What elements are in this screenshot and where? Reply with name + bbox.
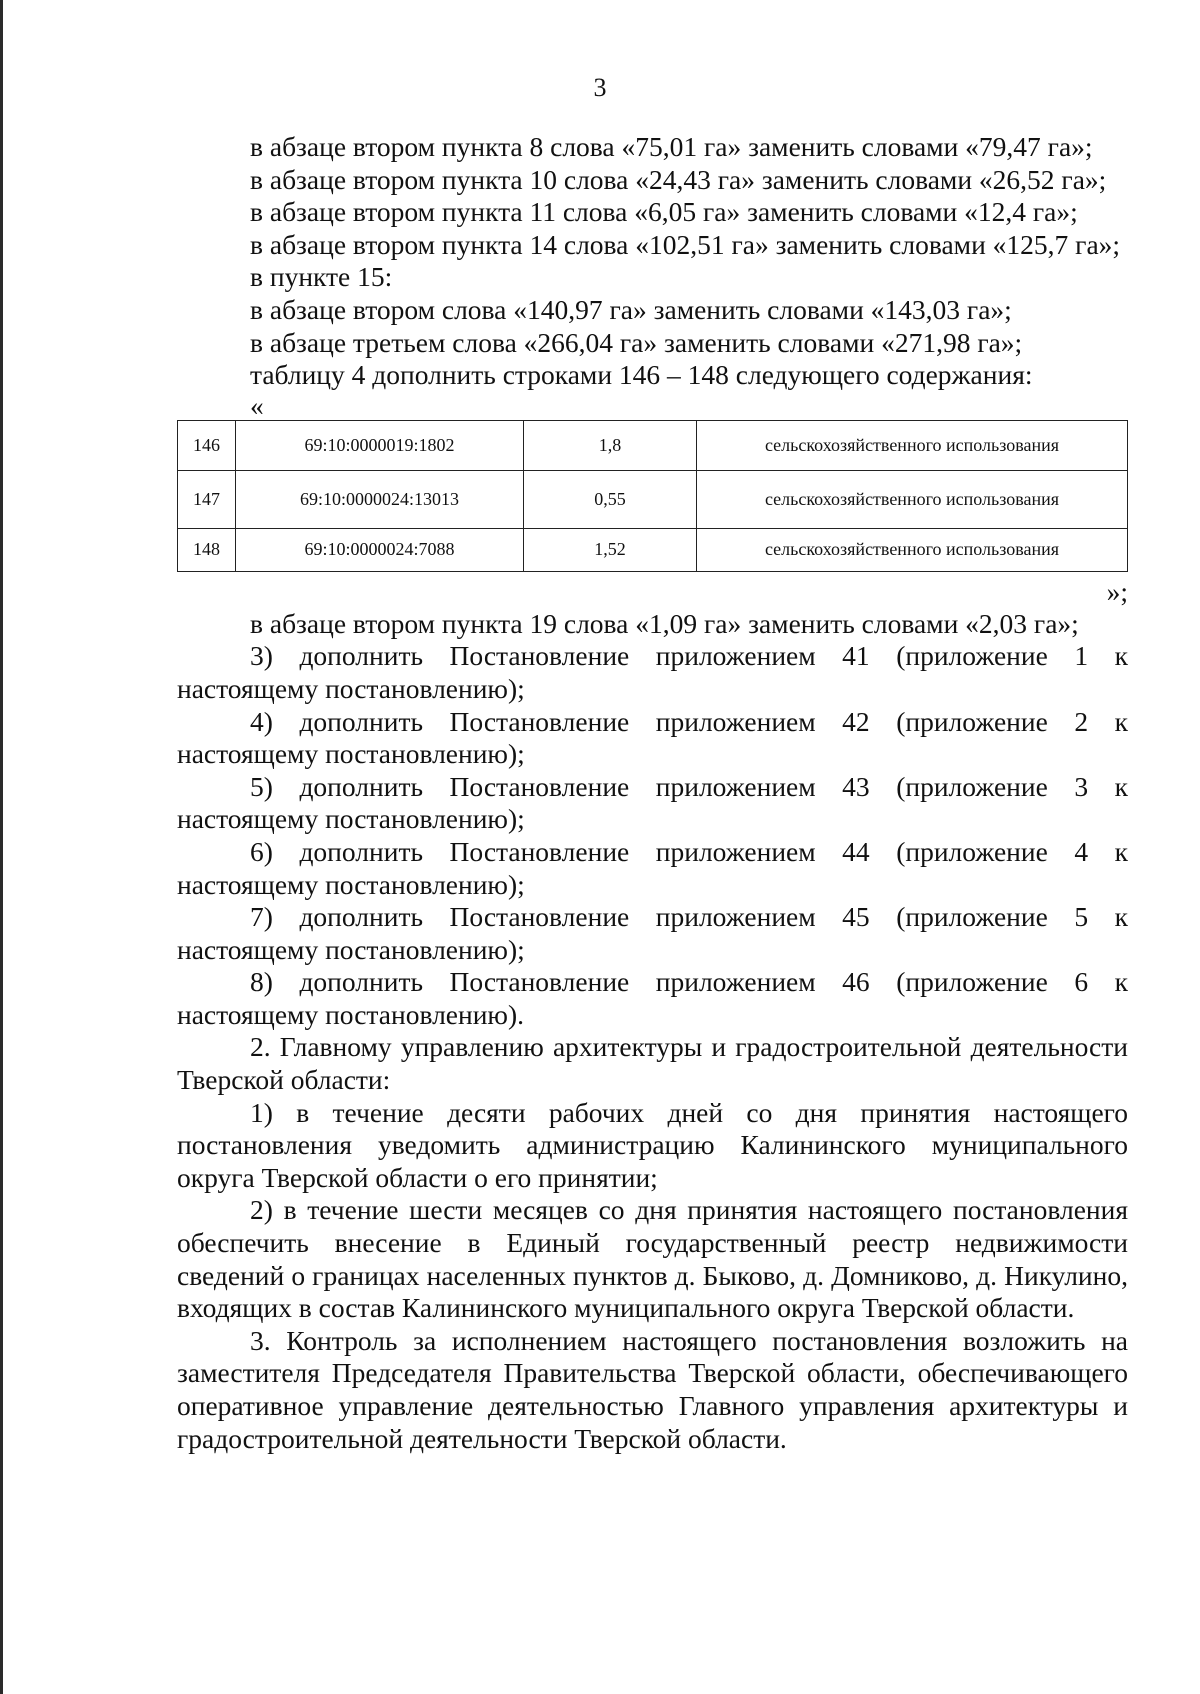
- paragraph-subitem-4: 4) дополнить Постановление приложением 42 (приложение 2 к настоящему постановлению);: [177, 705, 1128, 770]
- paragraph-subitem-3: 3) дополнить Постановление приложением 41 (приложение 1 к настоящему постановлению);: [177, 640, 1128, 704]
- page-number: 3: [593, 73, 607, 102]
- paragraph-item15-second: в абзаце втором слова «140,97 га» заменить словами «143,03 га»;: [250, 293, 1012, 325]
- row-number-cell: 147: [178, 470, 236, 528]
- paragraph-table4-intro: таблицу 4 дополнить строками 146 – 148 следующего содержания:: [250, 359, 1033, 391]
- land-category-cell: сельскохозяйственного использования: [697, 420, 1128, 470]
- cadastral-number-cell: 69:10:0000024:7088: [236, 528, 524, 571]
- area-cell: 1,52: [524, 528, 697, 571]
- table-row: [178, 420, 1128, 470]
- row-number-cell: 148: [178, 528, 236, 571]
- paragraph-item19: в абзаце втором пункта 19 слова «1,09 га» заменить словами «2,03 га»;: [250, 607, 1079, 639]
- land-category-cell: сельскохозяйственного использования: [697, 470, 1128, 528]
- paragraph-item14: в абзаце втором пункта 14 слова «102,51 га» заменить словами «125,7 га»;: [250, 228, 1121, 260]
- paragraph-item8: в абзаце втором пункта 8 слова «75,01 га» заменить словами «79,47 га»;: [250, 131, 1093, 162]
- area-cell: 0,55: [524, 470, 697, 528]
- paragraph-subitem-5: 5) дополнить Постановление приложением 43 (приложение 3 к настоящему постановлению);: [177, 770, 1128, 835]
- quote-open: «: [250, 389, 264, 421]
- paragraph-section-3: 3. Контроль за исполнением настоящего постановления возложить на заместителя Председателя Правительства Тверской области, обеспечивающего оперативное управление деятельностью Главного управления архитектуры и градостроительной деятельности Тверской области.: [177, 1324, 1128, 1454]
- table-row: [178, 470, 1128, 528]
- quote-close: »;: [1106, 575, 1128, 607]
- paragraph-section-2-item-2: 2) в течение шести месяцев со дня принятия настоящего постановления обеспечить внесение в Единый государственный реестр недвижимости сведений о границах населенных пунктов д. Быково, д. Домниково, д. Никулино, входящих в состав Калининского муниципального округа Тверской области.: [177, 1194, 1128, 1324]
- table-4-addition: [177, 420, 1128, 572]
- paragraph-item10: в абзаце втором пункта 10 слова «24,43 га» заменить словами «26,52 га»;: [250, 163, 1107, 195]
- document-body: [177, 131, 1128, 1455]
- page-edge: [0, 0, 3, 1694]
- paragraph-item11: в абзаце втором пункта 11 слова «6,05 га» заменить словами «12,4 га»;: [250, 196, 1078, 228]
- paragraph-item15-third: в абзаце третьем слова «266,04 га» заменить словами «271,98 га»;: [250, 326, 1023, 358]
- row-number-cell: 146: [178, 420, 236, 470]
- paragraph-item15-intro: в пункте 15:: [250, 261, 393, 293]
- paragraph-section-2: 2. Главному управлению архитектуры и градостроительной деятельности Тверской области:: [177, 1031, 1128, 1096]
- table-row: [178, 528, 1128, 571]
- cadastral-number-cell: 69:10:0000019:1802: [236, 420, 524, 470]
- area-cell: 1,8: [524, 420, 697, 470]
- paragraph-subitem-7: 7) дополнить Постановление приложением 45 (приложение 5 к настоящему постановлению);: [177, 901, 1128, 965]
- paragraph-subitem-6: 6) дополнить Постановление приложением 44 (приложение 4 к настоящему постановлению);: [177, 835, 1128, 900]
- land-category-cell: сельскохозяйственного использования: [697, 528, 1128, 571]
- paragraph-section-2-item-1: 1) в течение десяти рабочих дней со дня принятия настоящего постановления уведомить администрацию Калининского муниципального округа Тверской области о его принятии;: [177, 1096, 1128, 1193]
- paragraph-subitem-8: 8) дополнить Постановление приложением 46 (приложение 6 к настоящему постановлению).: [177, 966, 1128, 1030]
- cadastral-number-cell: 69:10:0000024:13013: [236, 470, 524, 528]
